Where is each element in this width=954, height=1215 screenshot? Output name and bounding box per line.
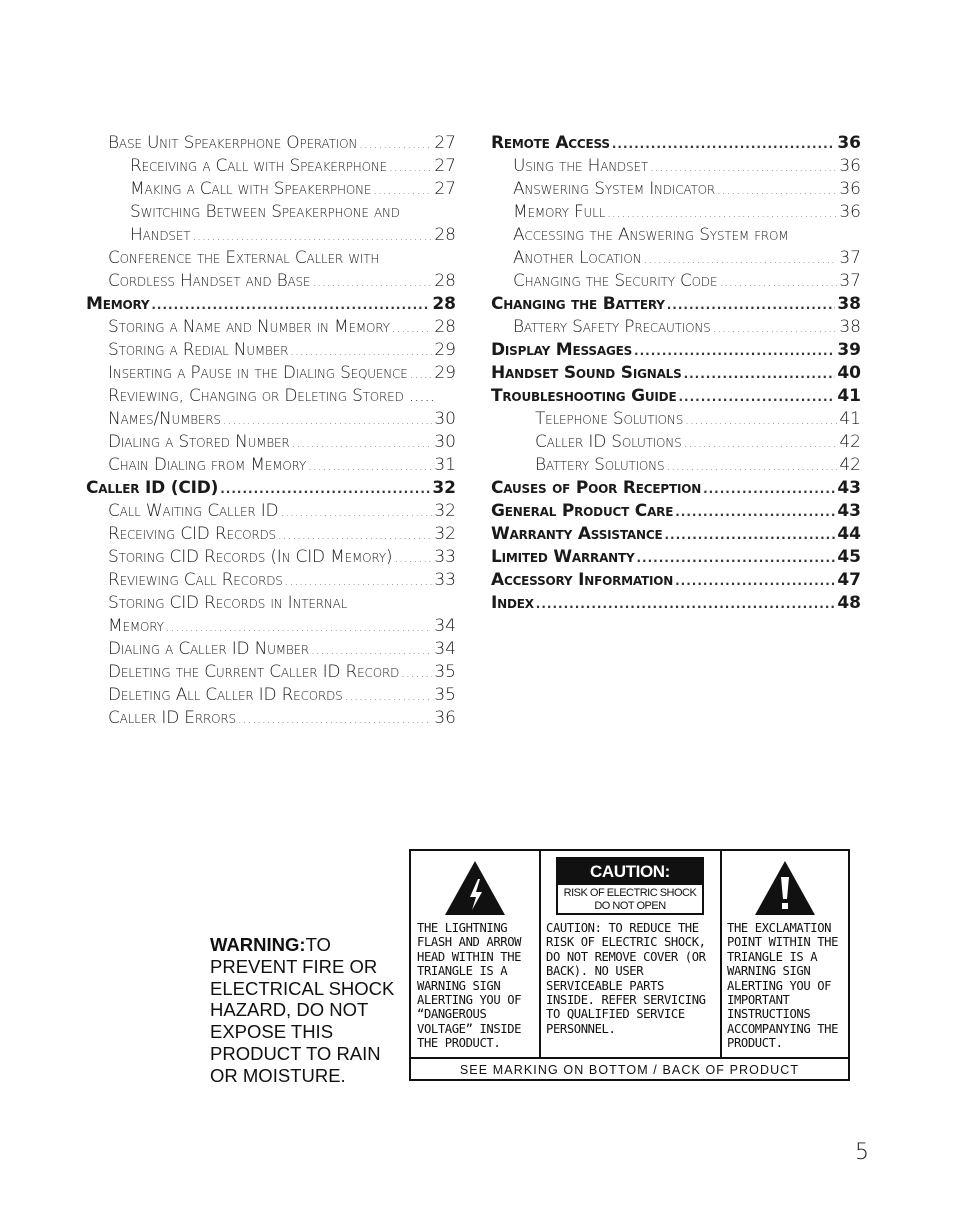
toc-entry-title: Battery Solutions [535, 455, 665, 475]
toc-right-column [491, 132, 861, 615]
toc-entry-page: 28 [434, 317, 456, 337]
toc-entry-page: 33 [434, 547, 456, 567]
toc-entry [86, 546, 456, 569]
toc-entry-page: 42 [839, 455, 861, 475]
toc-entry-page: 28 [434, 225, 456, 245]
toc-entry-title: Warranty Assistance [491, 524, 663, 544]
toc-entry-page: 36 [839, 156, 861, 176]
toc-leader-dots [192, 225, 432, 248]
toc-entry-title: Changing the Battery [491, 294, 665, 314]
toc-entry-page: 42 [839, 432, 861, 452]
toc-leader-dots [719, 271, 837, 294]
toc-entry [86, 477, 456, 500]
caution-label [556, 857, 704, 915]
toc-entry-page: 44 [837, 524, 861, 544]
toc-entry [491, 523, 861, 546]
toc-entry [86, 293, 456, 316]
toc-entry [86, 454, 456, 477]
toc-entry [491, 569, 861, 592]
toc-entry-page: 37 [839, 248, 861, 268]
toc-entry-title: Inserting a Pause in the Dialing Sequence [108, 363, 408, 383]
toc-leader-dots [684, 363, 836, 386]
toc-entry-title: Causes of Poor Reception [491, 478, 702, 498]
toc-leader-dots [634, 340, 835, 363]
toc-leader-dots [536, 593, 836, 616]
toc-entry [86, 638, 456, 661]
toc-entry [491, 362, 861, 385]
toc-entry-title: Memory Full [513, 202, 606, 222]
toc-entry [491, 178, 861, 201]
toc-leader-dots [637, 547, 836, 570]
toc-entry-title: Conference the External Caller with [108, 248, 380, 268]
toc-leader-dots [292, 432, 433, 455]
toc-leader-dots [675, 501, 835, 524]
toc-leader-dots [312, 271, 432, 294]
toc-entry-page: 36 [837, 133, 861, 153]
toc-entry-page: 38 [837, 294, 861, 314]
marking-footer: SEE MARKING ON BOTTOM / BACK OF PRODUCT [411, 1057, 848, 1081]
toc-entry-title: Cordless Handset and Base [108, 271, 311, 291]
toc-entry [491, 592, 861, 615]
toc-entry-title: Making a Call with Speakerphone [130, 179, 372, 199]
toc-leader-dots [675, 570, 835, 593]
caution-cell-center [540, 851, 722, 1057]
toc-entry-page: 30 [434, 432, 456, 452]
toc-entry [86, 684, 456, 707]
toc-entry-title: Storing a Redial Number [108, 340, 289, 360]
toc-entry [86, 385, 456, 408]
toc-entry [491, 500, 861, 523]
toc-entry-page: 35 [434, 685, 456, 705]
toc-leader-dots [713, 317, 838, 340]
toc-leader-dots [359, 133, 432, 156]
toc-entry [86, 615, 456, 638]
toc-entry-title: Deleting the Current Caller ID Record [108, 662, 400, 682]
toc-entry-page: 43 [837, 478, 861, 498]
toc-entry-title: Memory [108, 616, 164, 636]
toc-leader-dots [664, 524, 835, 547]
toc-entry-title: Remote Access [491, 133, 610, 153]
toc-entry-page: 40 [837, 363, 861, 383]
caution-cell-exclamation [721, 851, 850, 1057]
toc-entry-page: 31 [434, 455, 456, 475]
toc-entry [491, 546, 861, 569]
toc-entry-page: 47 [837, 570, 861, 590]
toc-entry-page: 27 [434, 133, 456, 153]
toc-entry [86, 155, 456, 178]
toc-entry-page: 28 [432, 294, 456, 314]
toc-entry-page: 30 [434, 409, 456, 429]
toc-leader-dots [410, 363, 433, 386]
lightning-warning-text: THE LIGHTNING FLASH AND ARROW HEAD WITHIN THE TRIANGLE IS A WARNING SIGN ALERTING YOU OF “DANGEROUS VOLTAGE” INSIDE THE PRODUCT. [417, 921, 522, 1051]
toc-entry-title: Chain Dialing from Memory [108, 455, 307, 475]
toc-entry-page: 36 [434, 708, 456, 728]
toc-entry-title: Caller ID Errors [108, 708, 236, 728]
warning-notice [210, 934, 410, 1087]
toc-leader-dots [684, 432, 838, 455]
toc-leader-dots [607, 202, 837, 225]
toc-entry-title: Caller ID (CID) [86, 478, 219, 498]
toc-entry-title: Battery Safety Precautions [513, 317, 711, 337]
toc-entry [86, 500, 456, 523]
toc-entry [491, 201, 861, 224]
toc-entry [86, 316, 456, 339]
toc-leader-dots [394, 547, 432, 570]
caution-text: CAUTION: TO REDUCE THE RISK OF ELECTRIC SHOCK, DO NOT REMOVE COVER (OR BACK). NO USER SERVICEABLE PARTS INSIDE. REFER SERVICING TO QUALIFIED SERVICE PERSONNEL. [546, 921, 706, 1036]
toc-entry [86, 178, 456, 201]
toc-entry-title: Caller ID Solutions [535, 432, 682, 452]
toc-entry [86, 362, 456, 385]
toc-entry [86, 431, 456, 454]
toc-entry [86, 661, 456, 684]
toc-entry-title: Receiving a Call with Speakerphone [130, 156, 388, 176]
toc-entry [491, 316, 861, 339]
toc-entry [491, 477, 861, 500]
toc-entry-title: Accessing the Answering System from [513, 225, 789, 245]
toc-entry-title: Reviewing Call Records [108, 570, 283, 590]
lightning-triangle-icon [443, 859, 507, 917]
toc-entry-title: Telephone Solutions [535, 409, 684, 429]
page-number: 5 [855, 1140, 869, 1165]
toc-leader-dots [285, 570, 433, 593]
toc-entry [86, 707, 456, 730]
toc-leader-dots [389, 156, 432, 179]
toc-entry-page: 27 [434, 156, 456, 176]
toc-entry-title: Names/Numbers [108, 409, 221, 429]
toc-leader-dots [685, 409, 837, 432]
toc-entry-page: 32 [434, 524, 456, 544]
toc-leader-dots [220, 478, 430, 501]
warning-text: TO PREVENT FIRE OR ELECTRICAL SHOCK HAZARD, DO NOT EXPOSE THIS PRODUCT TO RAIN OR MOISTURE. [210, 934, 395, 1086]
toc-leader-dots [223, 409, 433, 432]
toc-entry-title: Handset Sound Signals [491, 363, 682, 383]
toc-entry [491, 293, 861, 316]
toc-entry-title: Index [491, 593, 534, 613]
toc-entry [491, 431, 861, 454]
toc-entry-page: 35 [434, 662, 456, 682]
toc-entry-page: 39 [837, 340, 861, 360]
toc-entry-title: Storing CID Records (In CID Memory) [108, 547, 393, 567]
toc-entry-page: 43 [837, 501, 861, 521]
toc-leader-dots [166, 616, 433, 639]
toc-entry [491, 270, 861, 293]
toc-entry [86, 247, 456, 270]
toc-leader-dots [643, 248, 837, 271]
caution-subtitle [558, 885, 702, 913]
toc-leader-dots [667, 294, 836, 317]
toc-entry-title: Troubleshooting Guide [491, 386, 677, 406]
caution-title: CAUTION: [558, 859, 702, 885]
toc-entry [86, 224, 456, 247]
toc-entry [86, 569, 456, 592]
toc-entry [86, 592, 456, 615]
toc-entry-page: 45 [837, 547, 861, 567]
toc-leader-dots [290, 340, 432, 363]
toc-entry-page: 29 [434, 340, 456, 360]
toc-entry-title: Handset [130, 225, 191, 245]
toc-leader-dots [401, 662, 432, 685]
toc-entry [86, 339, 456, 362]
toc-entry-title: General Product Care [491, 501, 674, 521]
toc-entry-page: 29 [434, 363, 456, 383]
toc-leader-dots [650, 156, 837, 179]
toc-leader-dots [717, 179, 837, 202]
toc-entry-title: Reviewing, Changing or Deleting Stored ..... [108, 386, 435, 406]
caution-box [409, 849, 850, 1081]
toc-leader-dots [392, 317, 433, 340]
toc-entry-title: Deleting All Caller ID Records [108, 685, 343, 705]
toc-entry-page: 36 [839, 179, 861, 199]
toc-entry [491, 132, 861, 155]
toc-leader-dots [308, 455, 432, 478]
toc-entry-page: 41 [839, 409, 861, 429]
toc-left-column [86, 132, 456, 730]
toc-leader-dots [151, 294, 430, 317]
toc-leader-dots [666, 455, 837, 478]
toc-entry-title: Answering System Indicator [513, 179, 715, 199]
exclamation-triangle-icon [753, 859, 817, 917]
toc-entry-title: Accessory Information [491, 570, 674, 590]
toc-entry [86, 201, 456, 224]
toc-entry [86, 132, 456, 155]
toc-leader-dots [311, 639, 432, 662]
toc-entry-title: Another Location [513, 248, 642, 268]
toc-entry-title: Call Waiting Caller ID [108, 501, 279, 521]
caution-sub-line-2: DO NOT OPEN [594, 900, 666, 912]
toc-entry [86, 408, 456, 431]
toc-entry-title: Dialing a Caller ID Number [108, 639, 310, 659]
toc-entry-page: 34 [434, 639, 456, 659]
toc-entry [491, 408, 861, 431]
toc-entry-title: Receiving CID Records [108, 524, 276, 544]
toc-leader-dots [238, 708, 432, 731]
toc-entry-title: Storing CID Records in Internal [108, 593, 348, 613]
toc-leader-dots [612, 133, 835, 156]
exclamation-warning-text: THE EXCLAMATION POINT WITHIN THE TRIANGLE IS A WARNING SIGN ALERTING YOU OF IMPORTANT INSTRUCTIONS ACCOMPANYING THE PRODUCT. [727, 921, 838, 1051]
caution-sub-line-1: RISK OF ELECTRIC SHOCK [563, 887, 697, 899]
toc-entry-page: 36 [839, 202, 861, 222]
toc-entry-page: 38 [839, 317, 861, 337]
toc-entry-page: 37 [839, 271, 861, 291]
toc-leader-dots [373, 179, 432, 202]
toc-entry-page: 41 [837, 386, 861, 406]
toc-entry-title: Dialing a Stored Number [108, 432, 290, 452]
toc-entry-title: Base Unit Speakerphone Operation [108, 133, 358, 153]
toc-entry-page: 48 [837, 593, 861, 613]
toc-entry-title: Changing the Security Code [513, 271, 718, 291]
toc-entry [86, 523, 456, 546]
toc-entry [86, 270, 456, 293]
toc-entry [491, 155, 861, 178]
toc-entry-title: Storing a Name and Number in Memory [108, 317, 390, 337]
toc-leader-dots [703, 478, 835, 501]
toc-leader-dots [678, 386, 835, 409]
toc-entry [491, 454, 861, 477]
toc-leader-dots [280, 501, 432, 524]
caution-cell-lightning [411, 851, 541, 1057]
toc-entry-title: Display Messages [491, 340, 633, 360]
toc-entry [491, 247, 861, 270]
toc-entry-page: 28 [434, 271, 456, 291]
toc-entry-page: 27 [434, 179, 456, 199]
toc-entry [491, 385, 861, 408]
toc-entry [491, 224, 861, 247]
toc-leader-dots [278, 524, 432, 547]
warning-label: WARNING: [210, 934, 306, 955]
toc-entry-page: 33 [434, 570, 456, 590]
toc-entry-page: 34 [434, 616, 456, 636]
toc-entry-page: 32 [434, 501, 456, 521]
toc-entry-title: Limited Warranty [491, 547, 635, 567]
toc-entry-page: 32 [432, 478, 456, 498]
toc-entry-title: Switching Between Speakerphone and [130, 202, 400, 222]
toc-leader-dots [345, 685, 433, 708]
toc-entry-title: Memory [86, 294, 150, 314]
toc-entry-title: Using the Handset [513, 156, 648, 176]
toc-entry [491, 339, 861, 362]
